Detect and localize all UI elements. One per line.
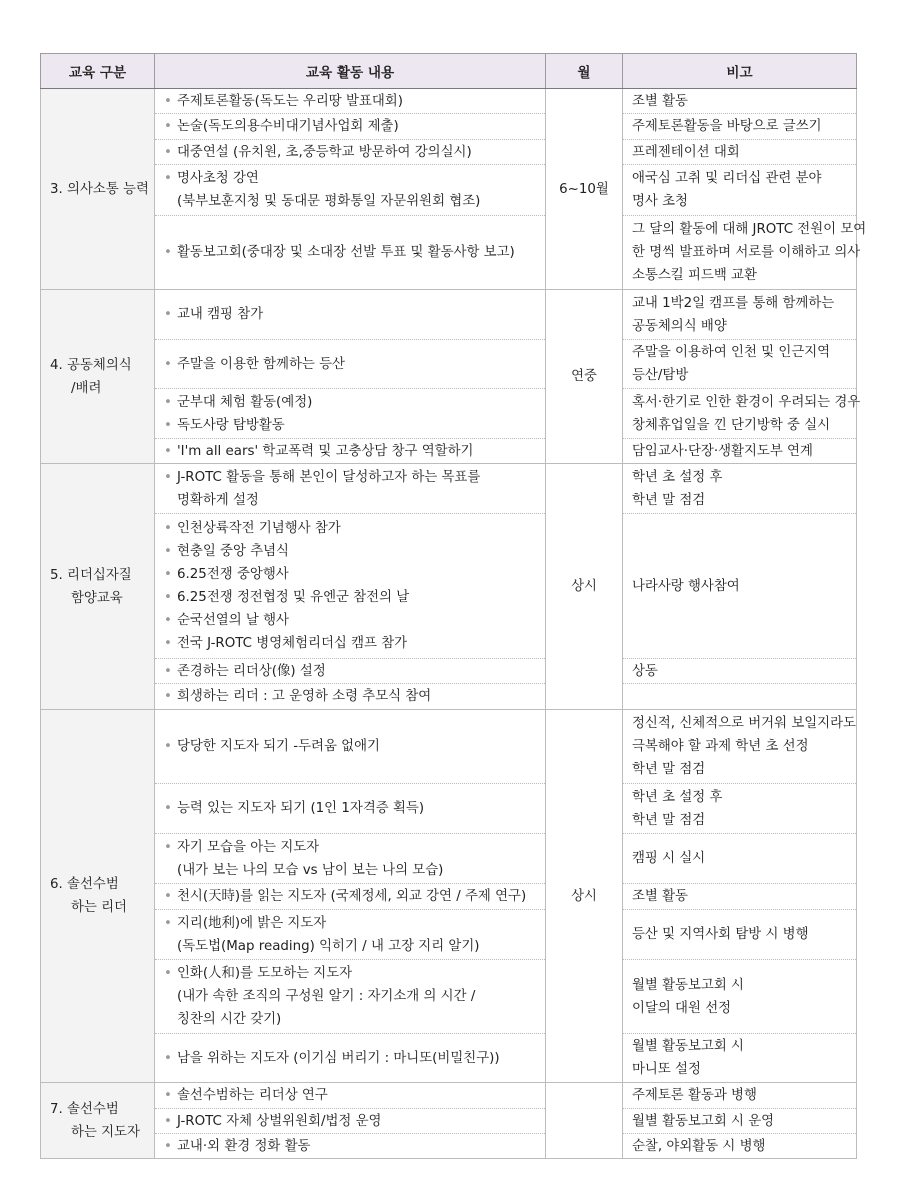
note-item	[623, 114, 856, 140]
activity-table-container	[40, 53, 867, 1159]
note-text: 순찰, 야외활동 시 병행	[632, 1138, 766, 1154]
note-item	[623, 960, 856, 1034]
section-row	[41, 89, 857, 290]
category-label: 7. 솔선수범	[50, 1101, 119, 1117]
note-text: 창체휴업일을 낀 단기방학 중 실시	[632, 417, 831, 433]
note-text: 소통스킬 피드백 교환	[632, 268, 757, 283]
activity-item	[155, 659, 545, 684]
note-text: 월별 활동보고회 시 운영	[632, 1113, 775, 1129]
activity-line	[164, 167, 545, 190]
note-item	[623, 340, 856, 389]
activity-line	[164, 90, 545, 113]
bullet-icon: •	[164, 839, 172, 855]
note-text: 학년 말 점검	[632, 762, 706, 777]
activity-item	[155, 834, 545, 884]
activity-item	[155, 514, 545, 659]
activity-text: (북부보훈지청 및 동대문 평화통일 자문위원회 협조)	[177, 194, 481, 209]
activity-text: 남을 위하는 지도자 (이기심 버리기 : 마니또(비밀친구))	[177, 1050, 500, 1066]
activity-line	[164, 241, 545, 264]
note-text: 담임교사·단장·생활지도부 연계	[632, 443, 813, 459]
note-item	[623, 684, 856, 709]
education-activity-table	[40, 53, 867, 1159]
bullet-icon: •	[164, 544, 172, 559]
note-text: 명사 초청	[632, 194, 688, 209]
note-text: 캠핑 시 실시	[632, 851, 706, 866]
activity-text: 명사초청 강연	[177, 171, 259, 186]
note-text: 주말을 이용하여 인천 및 인근지역	[632, 345, 831, 360]
note-item	[623, 834, 856, 884]
activity-text: 전국 J-ROTC 병영체험리더십 캠프 참가	[177, 636, 408, 651]
activity-item	[155, 165, 545, 216]
category-label: 4. 공동체의식	[50, 357, 132, 373]
note-item	[623, 165, 856, 216]
activity-line	[164, 609, 545, 632]
note-text: 정신적, 신체적으로 버거워 보일지라도	[632, 716, 856, 731]
note-cell	[623, 1083, 857, 1159]
activity-item	[155, 884, 545, 910]
activity-line	[164, 414, 545, 437]
activity-line	[164, 115, 545, 138]
activity-text: 대중연설 (유치원, 초,중등학교 방문하여 강의실시)	[177, 144, 472, 160]
header-row	[41, 54, 857, 89]
month-cell	[546, 1083, 623, 1159]
bullet-icon: •	[164, 915, 172, 931]
activity-line	[164, 912, 545, 935]
note-item	[623, 140, 856, 165]
activity-text: 당당한 지도자 되기 -두려움 없애기	[177, 739, 380, 754]
activity-item	[155, 910, 545, 960]
category-label: 하는 지도자	[71, 1124, 140, 1140]
note-text: 프레젠테이션 대회	[632, 144, 740, 160]
category-label: 3. 의사소통 능력	[50, 181, 149, 197]
activity-line	[164, 685, 545, 708]
activity-line	[164, 141, 545, 164]
activity-text: 논술(독도의용수비대기념사업회 제출)	[177, 119, 399, 134]
month-cell: 연중	[546, 290, 623, 464]
activity-text: 현충일 중앙 추념식	[177, 544, 289, 559]
section-category	[41, 1083, 155, 1159]
note-item	[623, 659, 856, 684]
activity-text: J-ROTC 자체 상벌위원회/법정 운영	[177, 1113, 382, 1129]
section-row	[41, 710, 857, 1083]
activity-text: 6.25전쟁 정전협정 및 유엔군 참전의 날	[177, 590, 410, 605]
activity-item	[155, 89, 545, 114]
activity-text: (내가 속한 조직의 구성원 알기 : 자기소개 의 시간 /	[177, 989, 476, 1004]
activity-text: 칭찬의 시간 갖기)	[177, 1012, 282, 1027]
section-category	[41, 710, 155, 1083]
note-cell	[623, 464, 857, 710]
note-item	[623, 439, 856, 463]
activity-text: 인천상륙작전 기념행사 참가	[177, 521, 341, 536]
activity-item	[155, 464, 545, 514]
bullet-icon: •	[164, 394, 172, 410]
activity-text: 활동보고회(중대장 및 소대장 선발 투표 및 활동사항 보고)	[177, 245, 515, 260]
activity-item	[155, 114, 545, 140]
bullet-icon: •	[164, 1050, 172, 1066]
note-item	[623, 784, 856, 834]
activity-line	[164, 1110, 545, 1133]
activity-text: 희생하는 리더 : 고 운영하 소령 추모식 참여	[177, 689, 432, 704]
activity-cell	[155, 710, 546, 1083]
activity-line	[164, 962, 545, 985]
activity-line	[164, 586, 545, 609]
activity-text: 명확하게 설정	[177, 492, 259, 508]
section-category	[41, 89, 155, 290]
activity-line	[164, 466, 545, 489]
note-text: 그 달의 활동에 대해 JROTC 전원이 모여	[632, 222, 867, 237]
note-item	[623, 1034, 856, 1082]
note-item	[623, 89, 856, 114]
activity-line	[164, 885, 545, 908]
activity-line	[164, 440, 545, 463]
category-label: 6. 솔선수범	[50, 877, 119, 892]
activity-line	[164, 391, 545, 414]
section-category	[41, 290, 155, 464]
note-item	[623, 884, 856, 910]
activity-text: 자기 모습을 아는 지도자	[177, 839, 320, 855]
activity-item	[155, 216, 545, 289]
section-category	[41, 464, 155, 710]
activity-line	[164, 632, 545, 655]
activity-text: 순국선열의 날 행사	[177, 613, 289, 628]
note-text: 극복해야 할 과제 학년 초 선정	[632, 739, 809, 754]
activity-text: 솔선수범하는 리더상 연구	[177, 1088, 328, 1103]
activity-line	[164, 1084, 545, 1107]
activity-item	[155, 710, 545, 784]
activity-item	[155, 340, 545, 389]
note-item	[623, 514, 856, 659]
note-text: 공동체의식 배양	[632, 318, 727, 334]
note-text: 월별 활동보고회 시	[632, 977, 744, 993]
activity-item	[155, 140, 545, 165]
note-text: 주제토론 활동과 병행	[632, 1088, 757, 1103]
activity-line	[164, 1047, 545, 1070]
category-label: 함양교육	[71, 590, 123, 606]
note-item	[623, 1083, 856, 1109]
note-item	[623, 464, 856, 514]
note-item	[623, 389, 861, 439]
activity-item	[155, 1109, 545, 1134]
month-cell: 상시	[546, 710, 623, 1083]
activity-text: (독도법(Map reading) 익히기 / 내 고장 지리 알기)	[177, 938, 480, 954]
bullet-icon: •	[164, 636, 172, 651]
bullet-icon: •	[164, 356, 172, 372]
activity-line	[164, 563, 545, 586]
bullet-icon: •	[164, 567, 172, 582]
note-item	[623, 910, 856, 960]
header-activity: 교육 활동 내용	[155, 54, 546, 89]
note-text: 조별 활동	[632, 889, 688, 904]
note-text: 교내 1박2일 캠프를 통해 함께하는	[632, 295, 835, 311]
bullet-icon: •	[164, 1088, 172, 1103]
note-text: 학년 초 설정 후	[632, 789, 723, 805]
bullet-icon: •	[164, 469, 172, 485]
note-cell	[623, 710, 857, 1083]
month-cell: 6~10월	[546, 89, 623, 290]
bullet-icon: •	[164, 1138, 172, 1154]
note-text: 나라사랑 행사참여	[632, 578, 740, 594]
activity-line	[164, 540, 545, 563]
note-item	[623, 1109, 856, 1134]
section-row	[41, 464, 857, 710]
activity-text: 지리(地利)에 밝은 지도자	[177, 915, 327, 931]
category-label: /배려	[71, 380, 102, 396]
bullet-icon: •	[164, 417, 172, 433]
activity-line	[164, 353, 545, 376]
bullet-icon: •	[164, 1113, 172, 1129]
activity-text: J-ROTC 활동을 통해 본인이 달성하고자 하는 목표를	[177, 469, 481, 485]
activity-item	[155, 684, 545, 709]
activity-item	[155, 439, 545, 463]
bullet-icon: •	[164, 590, 172, 605]
bullet-icon: •	[164, 689, 172, 704]
activity-text: 인화(人和)를 도모하는 지도자	[177, 966, 353, 981]
note-text: 학년 초 설정 후	[632, 469, 723, 485]
activity-text: 주말을 이용한 함께하는 등산	[177, 356, 345, 372]
header-category: 교육 구분	[41, 54, 155, 89]
activity-item	[155, 1134, 545, 1158]
bullet-icon: •	[164, 119, 172, 134]
activity-line	[164, 517, 545, 540]
bullet-icon: •	[164, 93, 172, 109]
note-text: 학년 말 점검	[632, 492, 706, 508]
bullet-icon: •	[164, 889, 172, 904]
bullet-icon: •	[164, 613, 172, 628]
activity-text: 군부대 체험 활동(예정)	[177, 394, 313, 410]
activity-text: (내가 보는 나의 모습 vs 남이 보는 나의 모습)	[177, 862, 444, 878]
note-text: 상동	[632, 663, 658, 679]
activity-text: 존경하는 리더상(像) 설정	[177, 663, 326, 679]
bullet-icon: •	[164, 966, 172, 981]
note-item	[623, 290, 856, 340]
activity-text: 교내 캠핑 참가	[177, 307, 264, 322]
activity-line	[164, 1135, 545, 1158]
activity-cell	[155, 290, 546, 464]
bullet-icon: •	[164, 245, 172, 260]
activity-text: 'I'm all ears' 학교폭력 및 고충상담 창구 역할하기	[177, 443, 474, 459]
activity-cell	[155, 464, 546, 710]
note-text: 주제토론활동을 바탕으로 글쓰기	[632, 119, 822, 134]
section-row	[41, 290, 857, 464]
activity-cell	[155, 89, 546, 290]
activity-item	[155, 960, 545, 1034]
note-text: 혹서·한기로 인한 환경이 우려되는 경우	[632, 394, 861, 410]
activity-line	[164, 836, 545, 859]
activity-text: 천시(天時)를 읽는 지도자 (국제정세, 외교 강연 / 주제 연구)	[177, 889, 527, 904]
category-label: 5. 리더십자질	[50, 567, 132, 583]
bullet-icon: •	[164, 144, 172, 160]
bullet-icon: •	[164, 739, 172, 754]
note-text: 마니또 설정	[632, 1062, 701, 1077]
activity-text: 교내·외 환경 정화 활동	[177, 1138, 311, 1154]
note-item	[623, 710, 856, 784]
note-text: 조별 활동	[632, 93, 688, 109]
category-label: 하는 리더	[71, 900, 127, 915]
header-note: 비고	[623, 54, 857, 89]
bullet-icon: •	[164, 801, 172, 816]
activity-item	[155, 389, 545, 439]
note-cell	[623, 89, 867, 290]
activity-text: 주제토론활동(독도는 우리땅 발표대회)	[177, 93, 403, 109]
note-item	[623, 216, 867, 289]
note-text: 등산/탐방	[632, 368, 689, 383]
header-month: 월	[546, 54, 623, 89]
activity-item	[155, 1083, 545, 1109]
activity-line	[164, 303, 545, 326]
activity-item	[155, 784, 545, 834]
note-text: 애국심 고취 및 리더십 관련 분야	[632, 171, 822, 186]
section-row	[41, 1083, 857, 1159]
bullet-icon: •	[164, 663, 172, 679]
activity-text: 능력 있는 지도자 되기 (1인 1자격증 획득)	[177, 801, 425, 816]
activity-item	[155, 290, 545, 340]
activity-item	[155, 1034, 545, 1082]
note-text: 월별 활동보고회 시	[632, 1039, 744, 1054]
note-text: 이달의 대원 선정	[632, 1000, 732, 1016]
activity-text: 독도사랑 탐방활동	[177, 417, 285, 433]
activity-line	[164, 797, 545, 820]
activity-cell	[155, 1083, 546, 1159]
activity-line	[164, 735, 545, 758]
bullet-icon: •	[164, 307, 172, 322]
note-text: 한 명씩 발표하며 서로를 이해하고 의사	[632, 245, 861, 260]
note-text: 학년 말 점검	[632, 812, 706, 828]
bullet-icon: •	[164, 443, 172, 459]
note-text: 등산 및 지역사회 탐방 시 병행	[632, 927, 809, 942]
activity-text: 6.25전쟁 중앙행사	[177, 567, 289, 582]
table-body	[41, 89, 867, 1159]
note-cell	[623, 290, 861, 464]
activity-line	[164, 660, 545, 683]
note-item	[623, 1134, 856, 1158]
bullet-icon: •	[164, 171, 172, 186]
bullet-icon: •	[164, 521, 172, 536]
month-cell: 상시	[546, 464, 623, 710]
